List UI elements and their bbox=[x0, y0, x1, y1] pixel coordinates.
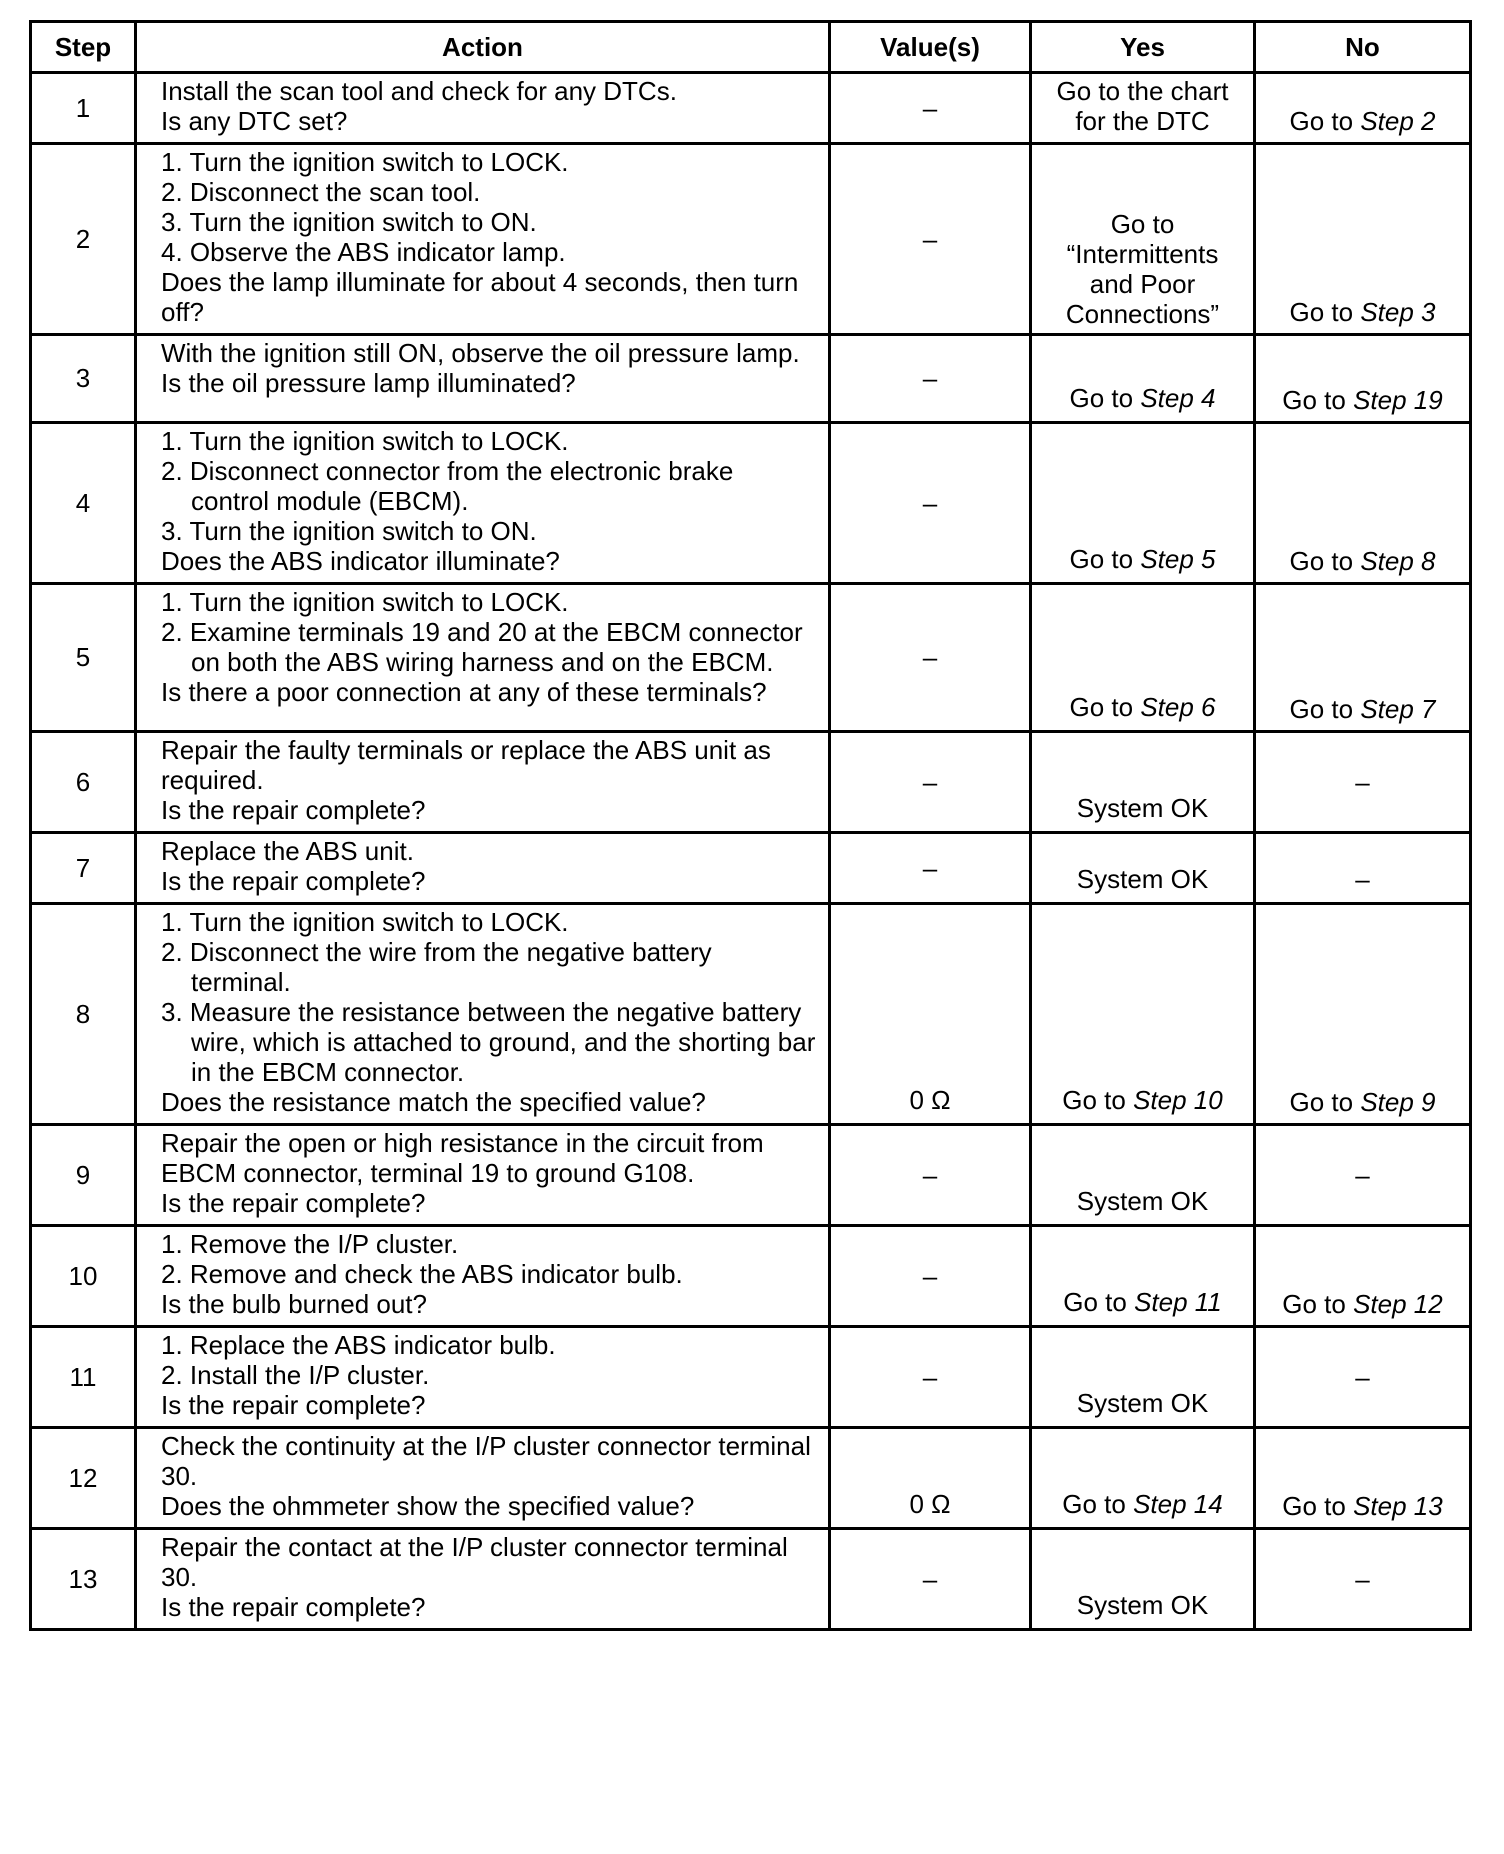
action-numbered-item: 1. Turn the ignition switch to LOCK. bbox=[161, 147, 569, 177]
action-text: With the ignition still ON, observe the oil pressure lamp. bbox=[161, 338, 800, 368]
action-question: Is the repair complete? bbox=[161, 1390, 426, 1420]
no-cell bbox=[1255, 1226, 1471, 1327]
step-number: 12 bbox=[31, 1428, 136, 1529]
action-question: Does the ohmmeter show the specified value? bbox=[161, 1491, 695, 1521]
value-cell bbox=[830, 335, 1031, 423]
step-number: 1 bbox=[31, 73, 136, 144]
action-cell bbox=[136, 1529, 830, 1630]
yes-prefix: Go to bbox=[1069, 383, 1141, 413]
action-numbered-item: 2. Install the I/P cluster. bbox=[161, 1360, 430, 1390]
table-row bbox=[31, 423, 1471, 584]
table-row bbox=[31, 904, 1471, 1125]
value-cell bbox=[830, 1529, 1031, 1630]
no-text: – bbox=[1355, 1159, 1370, 1190]
table-row bbox=[31, 833, 1471, 904]
yes-cell bbox=[1031, 144, 1255, 335]
action-cell bbox=[136, 732, 830, 833]
step-number: 3 bbox=[31, 335, 136, 423]
action-question: Is there a poor connection at any of these terminals? bbox=[161, 677, 767, 707]
value-text: – bbox=[922, 487, 938, 518]
action-numbered-item: 2. Remove and check the ABS indicator bulb. bbox=[161, 1259, 683, 1289]
yes-step-link: Step 6 bbox=[1140, 692, 1216, 722]
action-numbered-item: 1. Turn the ignition switch to LOCK. bbox=[161, 426, 569, 456]
no-cell bbox=[1255, 144, 1471, 335]
action-text: Install the scan tool and check for any DTCs. bbox=[161, 76, 677, 106]
yes-content bbox=[1032, 864, 1253, 894]
action-question: Is the repair complete? bbox=[161, 866, 426, 896]
no-prefix: Go to bbox=[1282, 1491, 1354, 1521]
action-cell bbox=[136, 904, 830, 1125]
action-question: Is the oil pressure lamp illuminated? bbox=[161, 368, 576, 398]
value-text: – bbox=[922, 766, 938, 797]
action-cell bbox=[136, 1226, 830, 1327]
header-step: Step bbox=[31, 22, 136, 73]
value-cell bbox=[830, 1428, 1031, 1529]
header-values: Value(s) bbox=[830, 22, 1031, 73]
yes-text: System OK bbox=[1076, 1186, 1209, 1216]
yes-content bbox=[1032, 383, 1253, 413]
action-question: Does the lamp illuminate for about 4 seconds, then turn off? bbox=[161, 267, 799, 327]
action-cell bbox=[136, 584, 830, 732]
action-numbered-item: 2. Disconnect the scan tool. bbox=[161, 177, 481, 207]
yes-cell bbox=[1031, 833, 1255, 904]
value-cell bbox=[830, 144, 1031, 335]
no-cell bbox=[1255, 423, 1471, 584]
no-cell bbox=[1255, 833, 1471, 904]
action-question: Is any DTC set? bbox=[161, 106, 348, 136]
action-numbered-item: 2. Disconnect connector from the electronic brake control module (EBCM). bbox=[161, 456, 734, 516]
action-text: Replace the ABS unit. bbox=[161, 836, 414, 866]
value-text: – bbox=[922, 852, 938, 883]
no-step-link: Step 2 bbox=[1360, 106, 1436, 136]
no-prefix: Go to bbox=[1289, 1087, 1361, 1117]
yes-step-link: Step 11 bbox=[1134, 1287, 1222, 1317]
step-number: 5 bbox=[31, 584, 136, 732]
yes-step-link: Step 5 bbox=[1140, 544, 1216, 574]
action-numbered-item: 1. Turn the ignition switch to LOCK. bbox=[161, 587, 569, 617]
yes-cell bbox=[1031, 1428, 1255, 1529]
no-cell bbox=[1255, 1125, 1471, 1226]
action-question: Is the repair complete? bbox=[161, 1188, 426, 1218]
no-content bbox=[1256, 694, 1469, 724]
action-cell bbox=[136, 833, 830, 904]
no-step-link: Step 13 bbox=[1353, 1491, 1443, 1521]
yes-cell bbox=[1031, 732, 1255, 833]
yes-step-link: Step 4 bbox=[1140, 383, 1216, 413]
yes-text: System OK bbox=[1076, 864, 1209, 894]
action-numbered-item: 3. Turn the ignition switch to ON. bbox=[161, 207, 537, 237]
yes-content bbox=[1032, 1287, 1253, 1317]
action-numbered-item: 2. Examine terminals 19 and 20 at the EBCM connector on both the ABS wiring harness and on the EBCM. bbox=[161, 617, 803, 677]
yes-cell bbox=[1031, 423, 1255, 584]
action-cell bbox=[136, 423, 830, 584]
table-row bbox=[31, 1226, 1471, 1327]
yes-content bbox=[1032, 209, 1253, 329]
value-cell bbox=[830, 73, 1031, 144]
action-numbered-item: 1. Remove the I/P cluster. bbox=[161, 1229, 459, 1259]
value-cell bbox=[830, 423, 1031, 584]
yes-step-link: Step 14 bbox=[1133, 1489, 1223, 1519]
no-content bbox=[1256, 297, 1469, 327]
step-number: 11 bbox=[31, 1327, 136, 1428]
no-step-link: Step 12 bbox=[1353, 1289, 1443, 1319]
value-cell bbox=[830, 1226, 1031, 1327]
no-prefix: Go to bbox=[1282, 385, 1354, 415]
yes-prefix: Go to bbox=[1062, 1085, 1134, 1115]
yes-cell bbox=[1031, 1529, 1255, 1630]
action-cell bbox=[136, 1327, 830, 1428]
action-cell bbox=[136, 1428, 830, 1529]
no-step-link: Step 3 bbox=[1360, 297, 1436, 327]
yes-content bbox=[1032, 1489, 1253, 1519]
table-row bbox=[31, 1125, 1471, 1226]
value-cell bbox=[830, 833, 1031, 904]
no-text: – bbox=[1355, 1361, 1370, 1392]
yes-cell bbox=[1031, 1226, 1255, 1327]
yes-content bbox=[1032, 692, 1253, 722]
value-text: 0 Ω bbox=[909, 1489, 951, 1519]
no-step-link: Step 7 bbox=[1360, 694, 1436, 724]
no-cell bbox=[1255, 732, 1471, 833]
no-cell bbox=[1255, 335, 1471, 423]
header-row bbox=[31, 22, 1471, 73]
yes-cell bbox=[1031, 904, 1255, 1125]
no-text: – bbox=[1355, 766, 1370, 797]
action-question: Is the repair complete? bbox=[161, 795, 426, 825]
value-text: – bbox=[922, 1563, 938, 1594]
no-cell bbox=[1255, 73, 1471, 144]
value-cell bbox=[830, 584, 1031, 732]
value-cell bbox=[830, 904, 1031, 1125]
no-content bbox=[1256, 385, 1469, 415]
step-number: 4 bbox=[31, 423, 136, 584]
yes-content bbox=[1032, 76, 1253, 136]
action-numbered-item: 1. Turn the ignition switch to LOCK. bbox=[161, 907, 569, 937]
step-number: 8 bbox=[31, 904, 136, 1125]
no-cell bbox=[1255, 1529, 1471, 1630]
value-text: – bbox=[922, 223, 938, 254]
no-content bbox=[1256, 1491, 1469, 1521]
step-number: 9 bbox=[31, 1125, 136, 1226]
value-text: – bbox=[922, 1159, 938, 1190]
no-step-link: Step 9 bbox=[1360, 1087, 1436, 1117]
table-row bbox=[31, 144, 1471, 335]
value-text: 0 Ω bbox=[909, 1085, 951, 1115]
yes-cell bbox=[1031, 335, 1255, 423]
action-cell bbox=[136, 335, 830, 423]
yes-content bbox=[1032, 1388, 1253, 1418]
action-text: Repair the open or high resistance in the circuit from EBCM connector, terminal 19 to ground G108. bbox=[161, 1128, 764, 1188]
action-question: Does the resistance match the specified value? bbox=[161, 1087, 706, 1117]
yes-prefix: Go to bbox=[1069, 692, 1141, 722]
diagnostic-table-sheet bbox=[29, 20, 1469, 1631]
diagnostic-table bbox=[29, 20, 1472, 1631]
no-cell bbox=[1255, 904, 1471, 1125]
step-number: 10 bbox=[31, 1226, 136, 1327]
action-question: Does the ABS indicator illuminate? bbox=[161, 546, 560, 576]
yes-text: System OK bbox=[1076, 1590, 1209, 1620]
no-prefix: Go to bbox=[1289, 106, 1361, 136]
yes-step-link: Step 10 bbox=[1133, 1085, 1223, 1115]
header-action: Action bbox=[136, 22, 830, 73]
no-content bbox=[1256, 1289, 1469, 1319]
yes-text: System OK bbox=[1076, 793, 1209, 823]
step-number: 2 bbox=[31, 144, 136, 335]
yes-content bbox=[1032, 1186, 1253, 1216]
action-text: Repair the faulty terminals or replace the ABS unit as required. bbox=[161, 735, 771, 795]
action-numbered-item: 1. Replace the ABS indicator bulb. bbox=[161, 1330, 556, 1360]
no-text: – bbox=[1355, 1563, 1370, 1594]
value-cell bbox=[830, 1327, 1031, 1428]
action-numbered-item: 3. Turn the ignition switch to ON. bbox=[161, 516, 537, 546]
yes-prefix: Go to bbox=[1063, 1287, 1135, 1317]
yes-text: System OK bbox=[1076, 1388, 1209, 1418]
action-numbered-item: 4. Observe the ABS indicator lamp. bbox=[161, 237, 566, 267]
yes-text: Go to the chart for the DTC bbox=[1056, 76, 1229, 136]
yes-content bbox=[1032, 544, 1253, 574]
action-numbered-item: 3. Measure the resistance between the negative battery wire, which is attached to ground, and the shorting bar in the EBCM connector. bbox=[161, 997, 816, 1087]
no-step-link: Step 8 bbox=[1360, 546, 1436, 576]
no-text: – bbox=[1355, 864, 1370, 894]
yes-cell bbox=[1031, 1125, 1255, 1226]
yes-text: Go to “Intermittents and Poor Connections” bbox=[1065, 209, 1220, 329]
yes-cell bbox=[1031, 584, 1255, 732]
step-number: 7 bbox=[31, 833, 136, 904]
no-cell bbox=[1255, 1428, 1471, 1529]
value-cell bbox=[830, 1125, 1031, 1226]
action-cell bbox=[136, 144, 830, 335]
yes-cell bbox=[1031, 73, 1255, 144]
yes-content bbox=[1032, 1085, 1253, 1115]
no-content bbox=[1256, 1087, 1469, 1117]
table-row bbox=[31, 1428, 1471, 1529]
yes-cell bbox=[1031, 1327, 1255, 1428]
table-row bbox=[31, 73, 1471, 144]
action-question: Is the bulb burned out? bbox=[161, 1289, 427, 1319]
yes-content bbox=[1032, 793, 1253, 823]
value-cell bbox=[830, 732, 1031, 833]
action-numbered-item: 2. Disconnect the wire from the negative battery terminal. bbox=[161, 937, 712, 997]
no-cell bbox=[1255, 1327, 1471, 1428]
no-cell bbox=[1255, 584, 1471, 732]
value-text: – bbox=[922, 1361, 938, 1392]
value-text: – bbox=[922, 1260, 938, 1291]
action-cell bbox=[136, 73, 830, 144]
no-prefix: Go to bbox=[1289, 297, 1361, 327]
table-row bbox=[31, 732, 1471, 833]
table-row bbox=[31, 584, 1471, 732]
no-prefix: Go to bbox=[1289, 694, 1361, 724]
no-step-link: Step 19 bbox=[1353, 385, 1443, 415]
table-row bbox=[31, 1327, 1471, 1428]
value-text: – bbox=[922, 642, 938, 672]
action-text: Check the continuity at the I/P cluster connector terminal 30. bbox=[161, 1431, 811, 1491]
yes-prefix: Go to bbox=[1062, 1489, 1134, 1519]
no-content bbox=[1256, 106, 1469, 136]
value-text: – bbox=[922, 363, 938, 393]
yes-prefix: Go to bbox=[1069, 544, 1141, 574]
header-no: No bbox=[1255, 22, 1471, 73]
action-cell bbox=[136, 1125, 830, 1226]
table-row bbox=[31, 335, 1471, 423]
header-yes: Yes bbox=[1031, 22, 1255, 73]
step-number: 6 bbox=[31, 732, 136, 833]
no-prefix: Go to bbox=[1282, 1289, 1354, 1319]
table-row bbox=[31, 1529, 1471, 1630]
step-number: 13 bbox=[31, 1529, 136, 1630]
no-prefix: Go to bbox=[1289, 546, 1361, 576]
yes-content bbox=[1032, 1590, 1253, 1620]
action-question: Is the repair complete? bbox=[161, 1592, 426, 1622]
action-text: Repair the contact at the I/P cluster connector terminal 30. bbox=[161, 1532, 788, 1592]
no-content bbox=[1256, 546, 1469, 576]
value-text: – bbox=[922, 92, 938, 123]
